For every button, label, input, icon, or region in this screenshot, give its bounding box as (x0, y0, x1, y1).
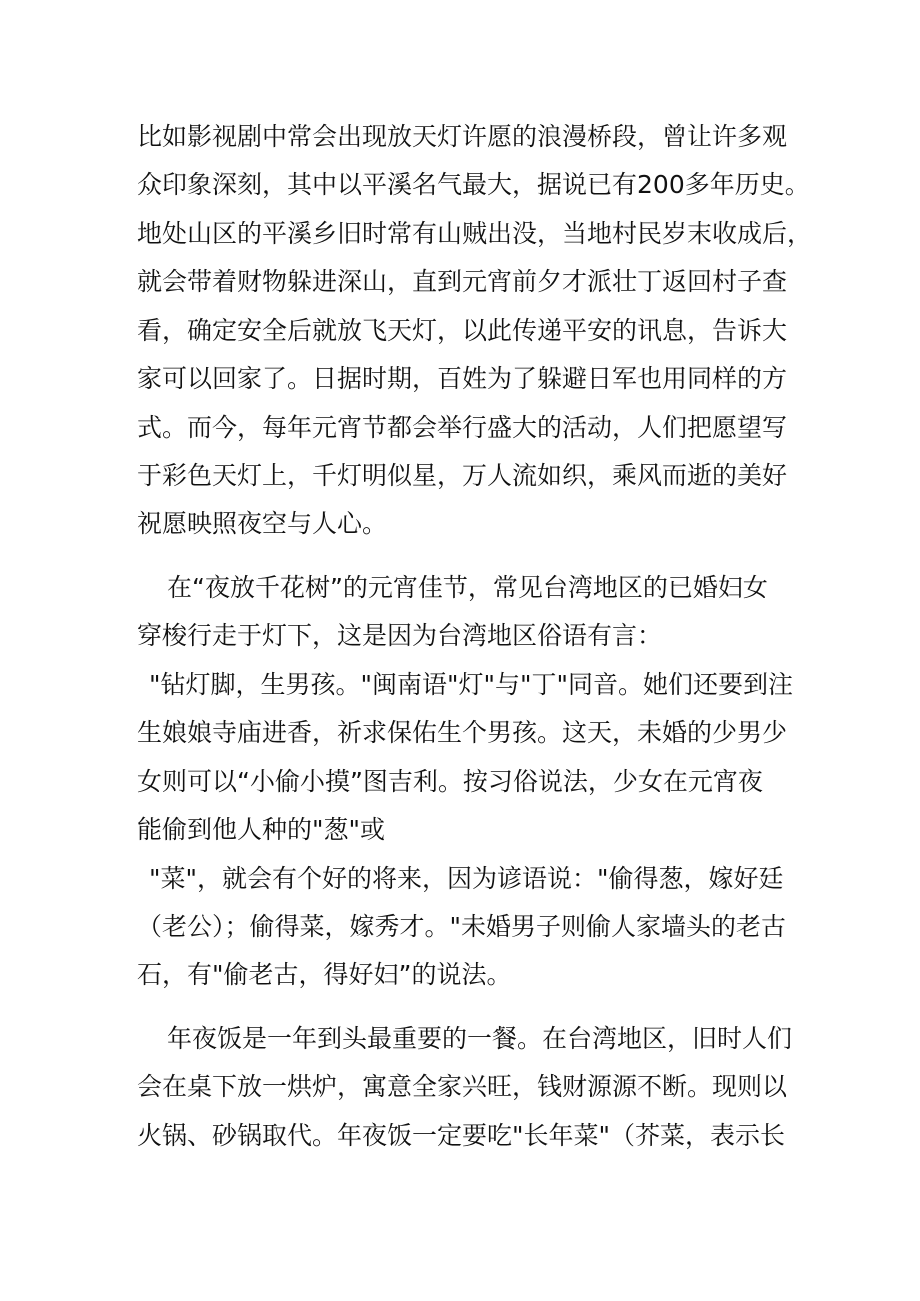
text-line: 祝愿映照夜空与人心。 (137, 509, 388, 538)
text-line: 看，确定安全后就放飞天灯，以此传递平安的讯息，告诉大 (137, 316, 788, 345)
text-line: "钻灯脚，生男孩。"闽南语"灯"与"丁"同音。她们还要到注 (149, 670, 793, 699)
text-line: 女则可以“小偷小摸”图吉利。按习俗说法，少女在元宵夜 (137, 767, 763, 796)
text-line: 在“夜放千花树”的元宵佳节，常见台湾地区的已婚妇女 (167, 573, 768, 602)
text-line: 穿梭行走于灯下，这是因为台湾地区俗语有言： (137, 621, 663, 650)
text-line: 众印象深刻，其中以平溪名气最大，据说已有200多年历史。 (137, 170, 810, 199)
text-line: 生娘娘寺庙进香，祈求保佑生个男孩。这天，未婚的少男少 (137, 718, 788, 747)
text-line: 于彩色天灯上，千灯明似星，万人流如织，乘风而逝的美好 (137, 461, 788, 490)
text-line: 火锅、砂锅取代。年夜饭一定要吃"长年菜"（芥菜，表示长 (137, 1121, 786, 1150)
text-line: 能偷到他人种的"葱"或 (137, 815, 385, 844)
text-line: （老公）；偷得菜，嫁秀才。"未婚男子则偷人家墙头的老古 (137, 912, 787, 941)
text-line: "菜"，就会有个好的将来，因为谚语说："偷得葱，嫁好廷 (149, 864, 784, 893)
text-line: 年夜饭是一年到头最重要的一餐。在台湾地区，旧时人们 (167, 1024, 793, 1053)
text-line: 式。而今，每年元宵节都会举行盛大的活动，人们把愿望写 (137, 413, 788, 442)
text-line: 石，有"偷老古，得好妇”的说法。 (137, 960, 512, 989)
text-line: 家可以回家了。日据时期，百姓为了躲避日军也用同样的方 (137, 364, 788, 393)
text-line: 地处山区的平溪乡旧时常有山贼出没，当地村民岁末收成后， (137, 219, 813, 248)
text-line: 就会带着财物躲进深山，直到元宵前夕才派壮丁返回村子查 (137, 267, 788, 296)
text-line: 会在桌下放一烘炉，寓意全家兴旺，钱财源源不断。现则以 (137, 1072, 788, 1101)
text-line: 比如影视剧中常会出现放天灯许愿的浪漫桥段，曾让许多观 (137, 122, 788, 151)
